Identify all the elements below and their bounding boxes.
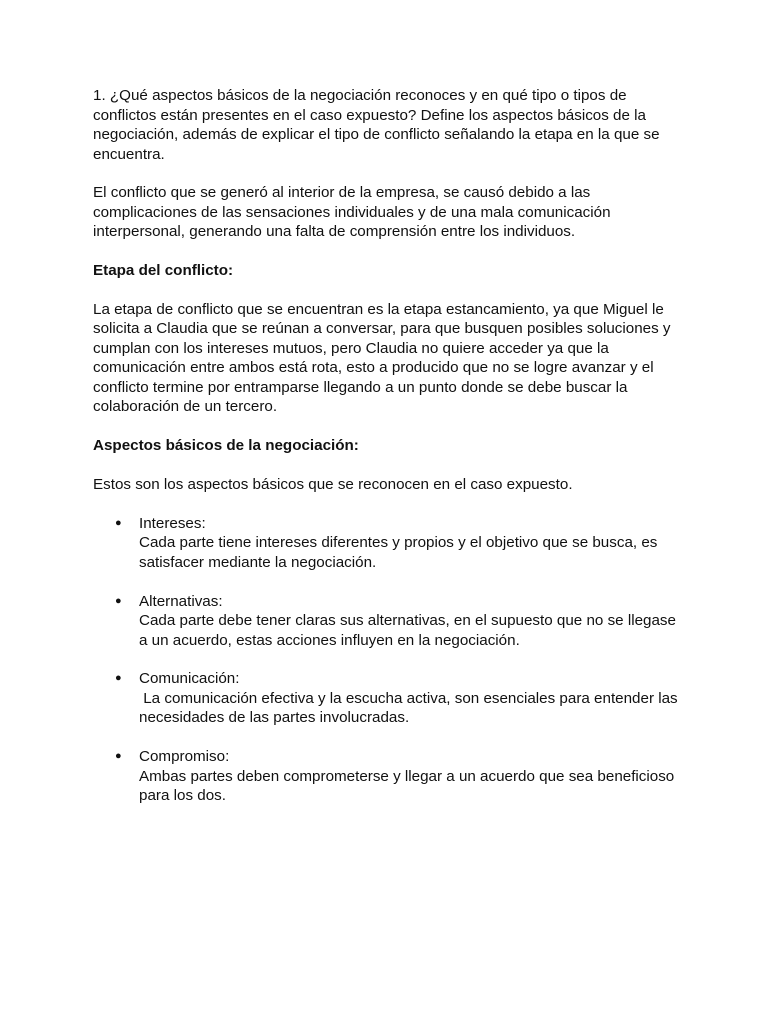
bullet-icon: ●	[115, 672, 122, 685]
aspects-list	[93, 514, 683, 806]
bullet-icon: ●	[115, 750, 122, 763]
list-item-alternativas	[93, 592, 683, 651]
list-item-title: Comunicación:	[139, 670, 240, 688]
question-paragraph: 1. ¿Qué aspectos básicos de la negociación reconoces y en qué tipo o tipos de conflictos están presentes en el caso expuesto? Define los aspectos básicos de la negociación, además de explicar el tipo de conflicto señalando la etapa en la que se encuentra.	[93, 87, 660, 163]
intro-paragraph: El conflicto que se generó al interior de la empresa, se causó debido a las complicaciones de las sensaciones individuales y de una mala comunicación interpersonal, generando una falta de comprensión entre los individuos.	[93, 184, 611, 241]
bullet-icon: ●	[115, 516, 122, 529]
document-page	[93, 86, 683, 825]
aspects-heading: Aspectos básicos de la negociación:	[93, 437, 359, 455]
bullet-icon: ●	[115, 594, 122, 607]
list-item-title: Compromiso:	[139, 748, 230, 766]
list-item-title: Alternativas:	[139, 592, 223, 610]
stage-heading: Etapa del conflicto:	[93, 262, 234, 280]
list-item-body: La comunicación efectiva y la escucha activa, son esenciales para entender las necesidades de las partes involucradas.	[139, 689, 682, 727]
list-item-body: Cada parte tiene intereses diferentes y propios y el objetivo que se busca, es satisfacer mediante la negociación.	[139, 534, 658, 571]
list-item-compromiso	[93, 747, 683, 806]
list-item-intereses	[93, 514, 683, 573]
list-item-body: Cada parte debe tener claras sus alternativas, en el supuesto que no se llegase a un acuerdo, estas acciones influyen en la negociación.	[139, 612, 676, 649]
stage-paragraph: La etapa de conflicto que se encuentran es la etapa estancamiento, ya que Miguel le solicita a Claudia que se reúnan a conversar, para que busquen posibles soluciones y cumplan con los intereses mutuos, pero Claudia no quiere acceder ya que la comunicación entre ambos está rota, esto a producido que no se logre avanzar y el conflicto termine por entramparse llegando a un punto donde se debe buscar la colaboración de un tercero.	[93, 300, 671, 416]
aspects-intro-paragraph: Estos son los aspectos básicos que se reconocen en el caso expuesto.	[93, 475, 573, 493]
list-item-body: Ambas partes deben comprometerse y llegar a un acuerdo que sea beneficioso para los dos.	[139, 767, 675, 805]
list-item-title: Intereses:	[139, 514, 206, 532]
list-item-comunicacion	[93, 669, 683, 728]
